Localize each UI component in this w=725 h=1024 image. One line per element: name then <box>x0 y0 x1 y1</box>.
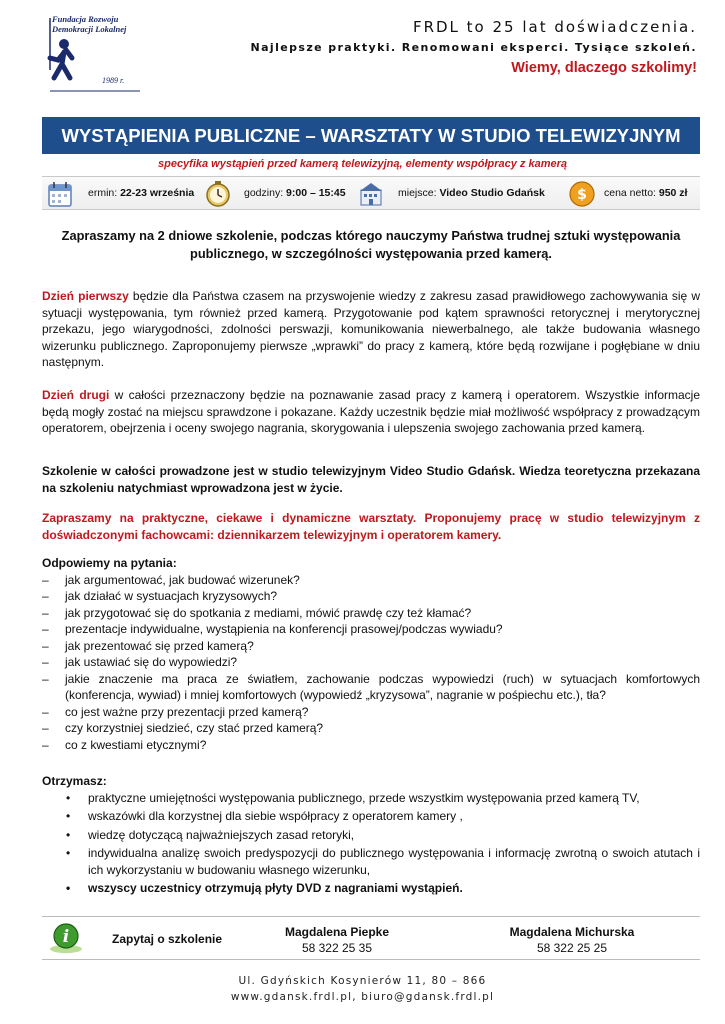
clock-icon <box>205 180 231 208</box>
contact-name: Magdalena Piepke <box>284 925 390 939</box>
question-item: – jak prezentować się przed kamerą? <box>42 638 700 655</box>
info-price: cena netto: 950 zł <box>604 187 688 199</box>
day2-paragraph: Dzień drugi w całości przeznaczony będzie na poznawanie zasad pracy z kamerą i operatorem. Wszystkie informacje będą mogły zostać na miejscu sprawdzone i pokazane. Każdy uczestnik będzie miał możliwość współpracy z prowadzącym operatorem, obejrzenia i oceny swojego nagrania, skorygowania i ulepszenia swojego zachowania przed kamerą. <box>42 388 700 435</box>
ask-about-training: Zapytaj o szkolenie <box>112 932 223 946</box>
contact-phone[interactable]: 58 322 25 35 <box>301 941 373 955</box>
logo-year: 1989 r. <box>102 76 125 85</box>
price-coin-icon <box>568 181 596 207</box>
info-place: miejsce: Video Studio Gdańsk <box>398 187 545 199</box>
gains-list <box>42 790 700 897</box>
gain-item: • wskazówki dla korzystnej dla siebie współpracy z operatorem kamery , <box>42 808 700 825</box>
contact-bar <box>42 916 700 960</box>
header <box>250 18 697 76</box>
question-item: – co jest ważne przy prezentacji przed kamerą? <box>42 704 700 721</box>
day1-label: Dzień pierwszy <box>42 289 129 303</box>
questions-list <box>42 572 700 754</box>
contact-person-2 <box>502 924 642 956</box>
gain-item: • indywidualna analizę swoich predyspozycji do publicznego występowania i informację zwrotną o swoich atutach i ich wykorzystaniu w budowaniu własnego wizerunku, <box>42 845 700 878</box>
intro-text: Zapraszamy na 2 dniowe szkolenie, podczas którego nauczymy Państwa trudnej sztuki występowania publicznego, w szczególności występowania przed kamerą. <box>61 228 681 261</box>
logo-org-name: Fundacja Rozwoju Demokracji Lokalnej <box>52 14 127 34</box>
header-motto: Wiemy, dlaczego szkolimy! <box>511 60 697 76</box>
question-item: – jak działać w systuacjach kryzysowych? <box>42 588 700 605</box>
contact-phone[interactable]: 58 322 25 25 <box>536 941 608 955</box>
gains-section <box>42 773 700 899</box>
studio-paragraph: Szkolenie w całości prowadzone jest w studio telewizyjnym Video Studio Gdańsk. Wiedza teoretyczna przekazana na szkoleniu natychmiast wprowadzona jest w życie. <box>42 464 700 495</box>
frdl-logo <box>40 14 140 92</box>
gain-item-dvd: • wszyscy uczestnicy otrzymują płyty DVD z nagraniami wystąpień. <box>42 880 700 897</box>
page-title: WYSTĄPIENIA PUBLICZNE – WARSZTATY W STUDIO TELEWIZYJNYM <box>42 117 700 154</box>
contact-person-1 <box>282 924 392 956</box>
info-bar <box>42 176 700 210</box>
questions-section <box>42 555 700 753</box>
calendar-icon <box>48 181 72 207</box>
invite-paragraph: Zapraszamy na praktyczne, ciekawe i dynamiczne warsztaty. Proponujemy pracę w studio telewizyjnym z doświadczonymi fachowcami: dziennikarzem telewizyjnym i operatorem kamery. <box>42 511 700 542</box>
gain-item: • praktyczne umiejętności występowania publicznego, przede wszystkim występowania przed kamerą TV, <box>42 790 700 807</box>
day1-paragraph: Dzień pierwszy będzie dla Państwa czasem na przyswojenie wiedzy z zakresu zasad prawidłowego zachowywania się w sytuacji występowania, tym również przed kamerą. Przygotowanie pod kątem sprawności retorycznej i merytorycznej przekazu, jego wiarygodności, zdolności perswazji, komunikowania niewerbalnego, ale także budowania własnego wizerunku publicznego. Zaproponujemy pierwsze „wprawki” do pracy z kamerą, które będą rozwijane i pogłębiane w dniu następnym. <box>42 289 700 369</box>
question-item: – prezentacje indywidualne, wystąpienia na konferencji prasowej/podczas wywiadu? <box>42 621 700 638</box>
contact-name: Magdalena Michurska <box>509 925 635 939</box>
footer <box>0 973 725 1005</box>
building-location-icon <box>358 181 384 207</box>
header-tagline: Najlepsze praktyki. Renomowani eksperci. Tysiące szkoleń. <box>250 41 697 54</box>
question-item: – jak ustawiać się do wypowiedzi? <box>42 654 700 671</box>
info-icon <box>48 921 84 955</box>
day2-label: Dzień drugi <box>42 388 110 402</box>
info-term: ermin: 22-23 września <box>88 187 195 199</box>
question-item: – jak przygotować się do spotkania z mediami, mówić prawdę czy też kłamać? <box>42 605 700 622</box>
info-hours: godziny: 9:00 – 15:45 <box>244 187 346 199</box>
question-item: – co z kwestiami etycznymi? <box>42 737 700 754</box>
questions-heading: Odpowiemy na pytania: <box>42 556 177 570</box>
page-subtitle: specyfika wystąpień przed kamerą telewizyjną, elementy współpracy z kamerą <box>157 158 568 170</box>
footer-web-email[interactable]: www.gdansk.frdl.pl, biuro@gdansk.frdl.pl <box>230 991 495 1003</box>
footer-address: Ul. Gdyńskich Kosynierów 11, 80 – 866 <box>238 975 487 987</box>
question-item: – czy korzystniej siedzieć, czy stać przed kamerą? <box>42 720 700 737</box>
header-experience: FRDL to 25 lat doświadczenia. <box>412 18 697 36</box>
question-item: – jakie znaczenie ma praca ze światłem, zachowanie podczas wypowiedzi (ruch) w sytuacjach komfortowych (konferencja, wywiad) i mniej komfortowych (wypowiedź „kryzysowa”, nagranie w pośpiechu etc.), tła? <box>42 671 700 704</box>
gains-heading: Otrzymasz: <box>42 774 107 788</box>
svg-text:$: $ <box>577 187 587 203</box>
question-item: – jak argumentować, jak budować wizerunek? <box>42 572 700 589</box>
svg-text:i: i <box>62 927 70 947</box>
gain-item: • wiedzę dotyczącą najważniejszych zasad retoryki, <box>42 827 700 844</box>
